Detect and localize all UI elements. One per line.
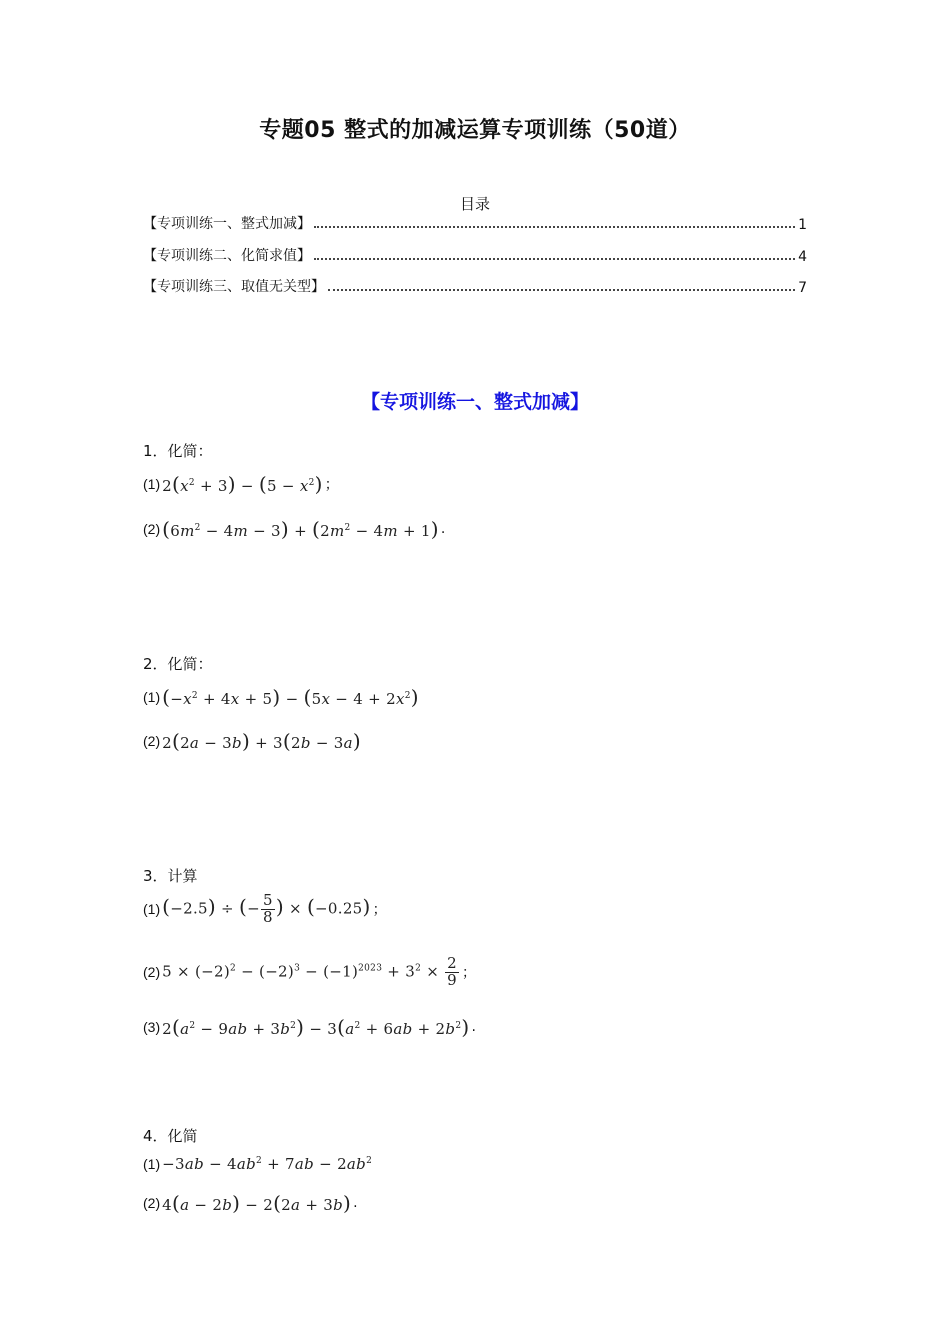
item-number: (3) bbox=[143, 1019, 161, 1035]
toc-leader-dots bbox=[314, 258, 795, 260]
math-expression: $(6m^2 - 4m - 3) + (2m^2 - 4m + 1)$ bbox=[162, 517, 439, 541]
toc-title: 目录 bbox=[459, 195, 490, 213]
toc-entry-label: 【专项训练一、整式加减】 bbox=[143, 216, 311, 232]
question-3-item-3 bbox=[143, 1015, 476, 1039]
question-2-item-2 bbox=[143, 729, 363, 753]
toc-entry-page: 1 bbox=[798, 217, 807, 233]
toc-entry-label: 【专项训练三、取值无关型】 bbox=[143, 279, 325, 295]
question-3-item-1 bbox=[143, 893, 387, 926]
toc-entry[interactable] bbox=[143, 274, 807, 296]
item-number: (1) bbox=[143, 901, 161, 918]
toc-leader-dots bbox=[314, 226, 795, 228]
question-1-item-2 bbox=[143, 517, 445, 541]
math-expression: (−2.5) ÷ (− $\frac{5}{8}$ ) × (−0.25) bbox=[162, 891, 371, 926]
math-expression: $2(x^2 + 3) - (5 - x^2)$ bbox=[162, 472, 323, 496]
question-1-item-1 bbox=[143, 472, 339, 496]
item-punctuation: ； bbox=[324, 477, 339, 493]
item-number: (2) bbox=[143, 964, 161, 981]
question-2-heading: 2．化简： bbox=[143, 655, 213, 673]
item-punctuation: . bbox=[353, 1195, 358, 1211]
math-expression: $-3ab - 4ab^2 + 7ab - 2ab^2$ bbox=[162, 1155, 373, 1173]
toc-leader-dots bbox=[328, 289, 795, 291]
item-punctuation: ； bbox=[372, 902, 387, 919]
item-number: (2) bbox=[143, 733, 161, 749]
question-2-item-1 bbox=[143, 685, 421, 709]
item-number: (2) bbox=[143, 1195, 161, 1211]
question-4-item-2 bbox=[143, 1191, 358, 1215]
question-1-heading: 1．化简： bbox=[143, 442, 213, 460]
item-number: (1) bbox=[143, 476, 161, 492]
section-heading: 【专项训练一、整式加减】 bbox=[360, 391, 589, 413]
document-title: 专题05 整式的加减运算专项训练（50道） bbox=[259, 118, 691, 143]
item-punctuation: ； bbox=[461, 965, 476, 982]
item-number: (1) bbox=[143, 689, 161, 705]
question-4-item-1 bbox=[143, 1155, 374, 1173]
toc-entry-page: 7 bbox=[798, 280, 807, 296]
toc-entry-page: 4 bbox=[798, 249, 807, 265]
toc-entry[interactable] bbox=[143, 243, 807, 265]
question-3-heading: 3．计算 bbox=[143, 867, 198, 885]
math-expression: $2(a^2 - 9ab + 3b^2) - 3(a^2 + 6ab + 2b^2)$ bbox=[162, 1015, 470, 1039]
item-punctuation: . bbox=[440, 521, 446, 537]
item-number: (1) bbox=[143, 1156, 161, 1172]
item-punctuation: . bbox=[471, 1019, 476, 1035]
question-3-item-2 bbox=[143, 956, 476, 989]
question-4-heading: 4．化简 bbox=[143, 1127, 198, 1145]
math-expression: 4(a − 2b) − 2(2a + 3b) bbox=[162, 1191, 352, 1215]
math-expression: $5 \times (-2)^2 - (-2)^3 - (-1)^{2023} + 3^2$ × $\frac{2}{9}$ bbox=[162, 954, 457, 989]
math-expression: $(-x^2 + 4x + 5) - (5x - 4 + 2x^2)$ bbox=[162, 685, 419, 709]
toc-entry[interactable] bbox=[143, 211, 807, 233]
toc-entry-label: 【专项训练二、化简求值】 bbox=[143, 248, 311, 264]
math-expression: 2(2a − 3b) + 3(2b − 3a) bbox=[162, 729, 361, 753]
item-number: (2) bbox=[143, 521, 161, 537]
